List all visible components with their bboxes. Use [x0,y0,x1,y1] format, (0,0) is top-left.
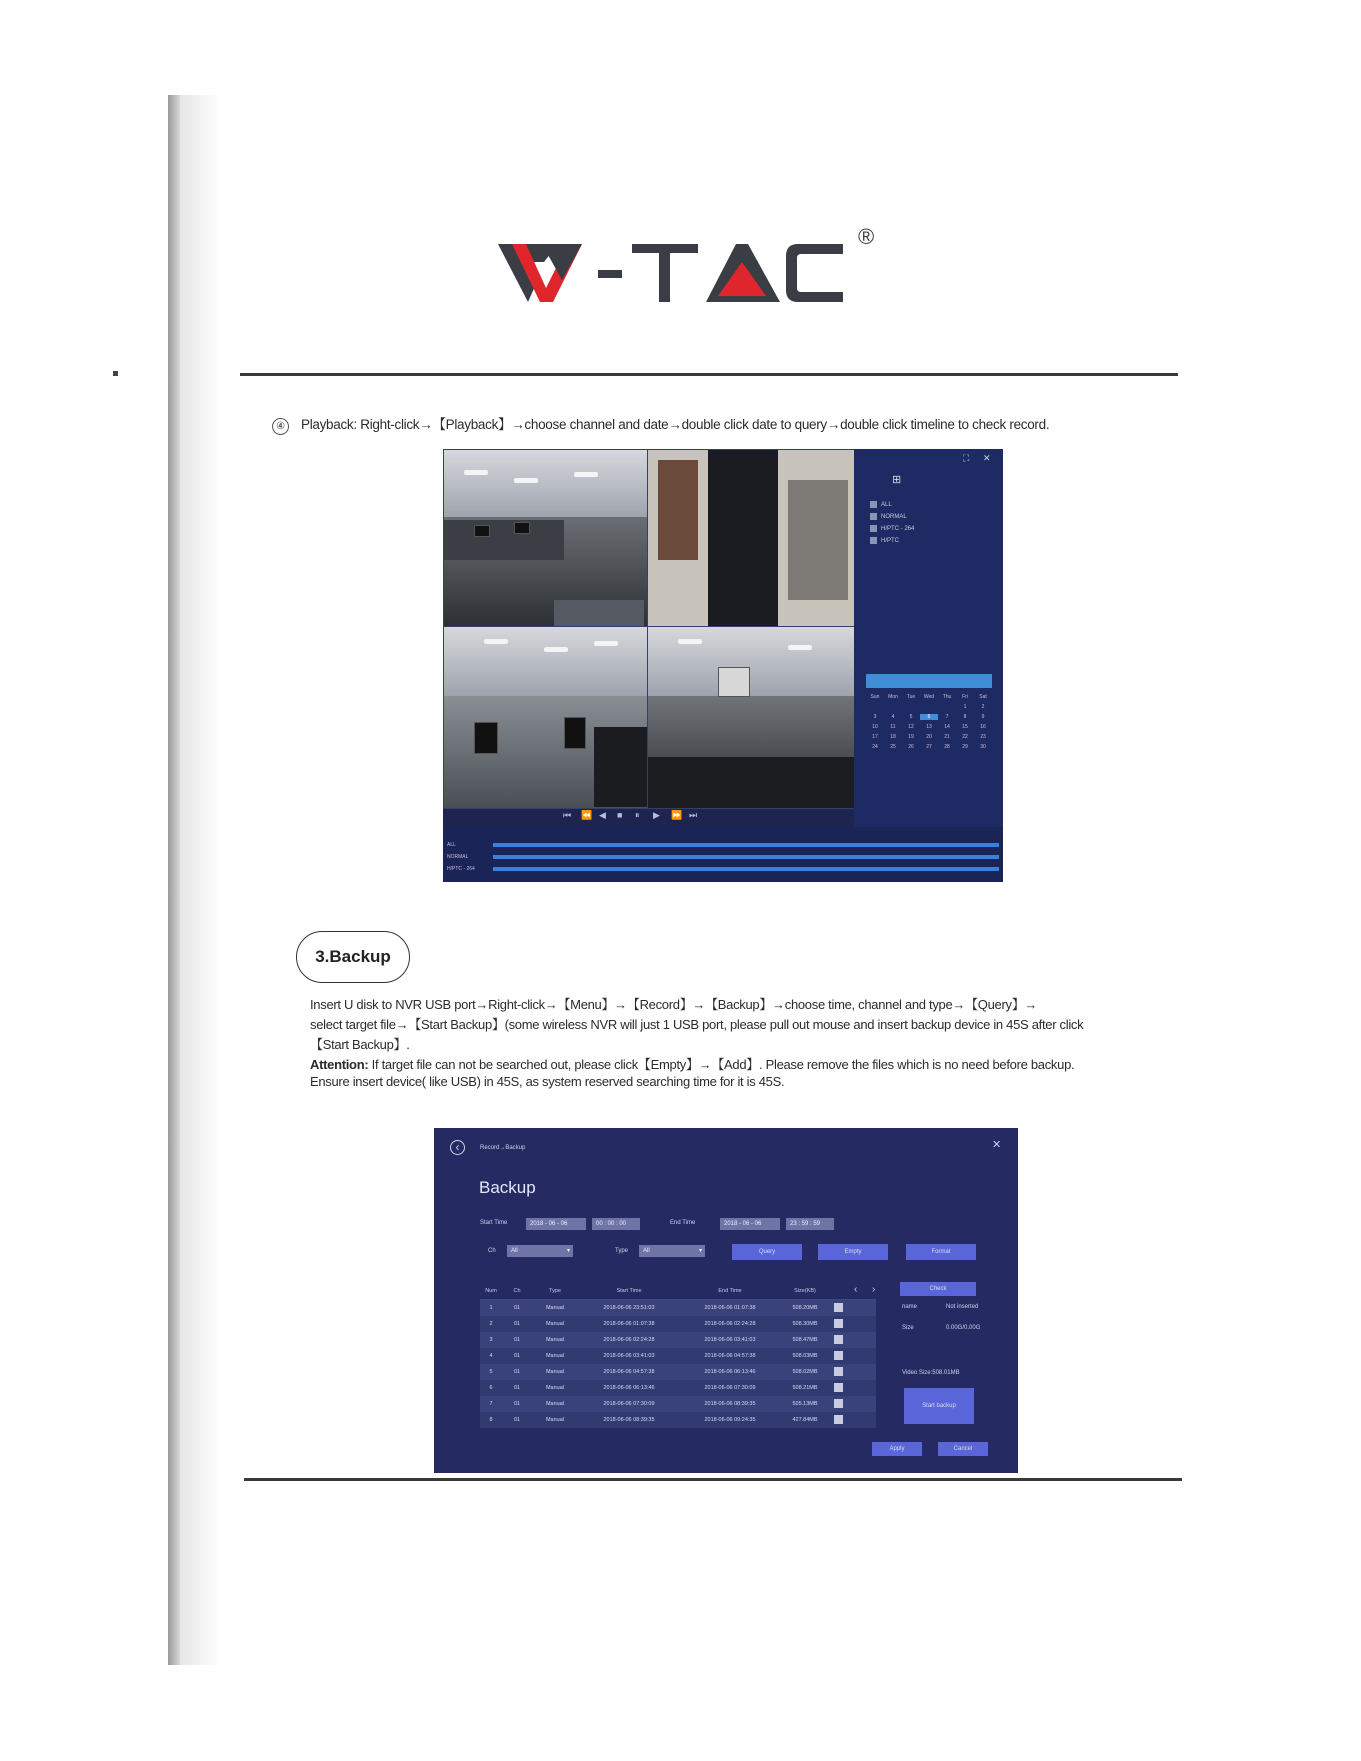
table-row[interactable] [480,1412,876,1428]
table-cell: Manual [545,1385,565,1391]
calendar-day [920,704,938,710]
format-button[interactable]: Format [906,1244,976,1260]
prev-page-icon[interactable]: ‹ [854,1284,858,1295]
table-cell: 2018-06-06 04:57:38 [704,1353,756,1359]
backup-line-3: 【Start Backup】. [310,1037,410,1052]
page-binding-shadow [180,95,220,1665]
calendar-day[interactable]: 16 [980,724,986,730]
row-checkbox[interactable] [830,1351,846,1362]
calendar[interactable] [866,674,992,764]
backup-line-2: select target file→【Start Backup】(some wireless NVR will just 1 USB port, please pull out mouse and insert backup device in 45S after click [310,1017,1084,1032]
table-cell: 7 [489,1401,493,1407]
calendar-day[interactable]: 18 [890,734,896,740]
step-forward-icon[interactable]: ⏩ [671,810,683,820]
calendar-header[interactable] [866,674,992,688]
row-checkbox[interactable] [830,1319,846,1330]
svg-text:®: ® [858,224,875,249]
end-clock-field[interactable]: 23 : 59 : 59 [786,1218,834,1230]
calendar-day[interactable]: 2 [981,704,985,710]
table-cell: 2018-06-06 08:39:35 [704,1401,756,1407]
page-title: Backup [479,1178,536,1197]
table-cell: 505.13MB [792,1401,818,1407]
calendar-day[interactable]: 29 [962,744,968,750]
table-cell: 6 [489,1385,493,1391]
table-cell: Manual [545,1337,565,1343]
table-cell: 2018-06-06 02:24:28 [704,1321,756,1327]
calendar-day[interactable]: 21 [944,734,950,740]
start-date-field[interactable]: 2018 - 06 - 06 [526,1218,586,1230]
table-cell: Manual [545,1401,565,1407]
table-cell: 5 [489,1369,493,1375]
calendar-day[interactable]: 5 [909,714,913,720]
v-tac-logo [498,222,918,312]
calendar-day [884,704,902,710]
legend-item[interactable]: H/PTC - 264 [870,525,914,532]
playback-side-panel [854,449,1003,844]
device-size-label: Size [902,1325,914,1331]
table-row[interactable] [480,1364,876,1380]
timeline-row-label: H/PTC - 264 [447,866,475,872]
calendar-day [866,704,884,710]
table-cell: 2018-06-06 07:30:09 [704,1385,756,1391]
backup-file-table [480,1283,876,1428]
table-cell: 2018-06-06 09:24:35 [704,1417,756,1423]
scan-mark [113,371,118,376]
back-icon[interactable]: ‹ [450,1140,465,1155]
table-cell: 2018-06-06 02:24:28 [603,1337,655,1343]
pause-icon[interactable]: ⏸ [635,810,640,820]
table-cell: 01 [513,1321,521,1327]
table-row[interactable] [480,1380,876,1396]
table-cell: 4 [489,1353,493,1359]
calendar-day[interactable]: 28 [944,744,950,750]
calendar-weekday: Mon [888,694,898,700]
table-cell: Manual [545,1369,565,1375]
calendar-day[interactable]: 14 [944,724,950,730]
calendar-day[interactable]: 6 [920,714,938,720]
calendar-weekday: Fri [962,694,968,700]
table-header: Num Ch Type Start Time End Time Size(KB) [480,1283,876,1300]
table-cell: 508.21MB [792,1385,818,1391]
calendar-day[interactable]: 17 [872,734,878,740]
device-name-value: Not inserted [946,1304,979,1310]
calendar-weekday: Wed [923,694,935,700]
calendar-day[interactable]: 12 [908,724,914,730]
table-cell: 508.20MB [792,1305,818,1311]
record-timeline[interactable] [443,827,1003,882]
calendar-day[interactable]: 27 [926,744,932,750]
table-cell: 01 [513,1337,521,1343]
header-rule [240,373,1178,376]
legend-item[interactable]: H/PTC [870,537,899,544]
cancel-button[interactable]: Cancel [938,1442,988,1456]
table-cell: 508.47MB [792,1337,818,1343]
calendar-day [902,704,920,710]
video-size: Video Size:508.01MB [902,1370,960,1376]
calendar-day [938,704,956,710]
table-cell: Manual [545,1305,565,1311]
table-row[interactable] [480,1396,876,1412]
row-checkbox[interactable] [830,1383,846,1394]
type-select[interactable]: All ▾ [639,1245,705,1257]
calendar-day[interactable]: 4 [891,714,895,720]
end-date-field[interactable]: 2018 - 06 - 06 [720,1218,780,1230]
calendar-day[interactable]: 9 [981,714,985,720]
table-row[interactable] [480,1316,876,1332]
calendar-day[interactable]: 20 [926,734,932,740]
table-cell: 2018-06-06 01:07:38 [704,1305,756,1311]
calendar-day[interactable]: 15 [962,724,968,730]
table-cell: 01 [513,1385,521,1391]
calendar-day[interactable]: 19 [908,734,914,740]
calendar-grid [866,694,992,750]
playback-screenshot [443,449,1003,882]
chevron-down-icon: ▾ [698,1248,702,1254]
first-frame-icon[interactable]: ⏮ [563,810,572,820]
legend-item[interactable]: NORMAL [870,513,907,520]
table-cell: 2018-06-06 06:13:46 [704,1369,756,1375]
calendar-day[interactable]: 25 [890,744,896,750]
calendar-day[interactable]: 22 [962,734,968,740]
last-frame-icon[interactable]: ⏭ [689,810,698,820]
end-time-label: End Time [670,1220,696,1226]
row-checkbox[interactable] [830,1399,846,1410]
camera-view-2[interactable] [647,449,855,628]
table-cell: 2018-06-06 03:41:03 [603,1353,655,1359]
table-cell: 01 [513,1369,521,1375]
start-clock-field[interactable]: 00 : 00 : 00 [592,1218,640,1230]
table-cell: 3 [489,1337,493,1343]
reverse-play-icon[interactable]: ◀ [599,810,606,820]
calendar-day[interactable]: 30 [980,744,986,750]
page-binding-edge [168,95,180,1665]
rewind-icon[interactable]: ⏪ [581,810,593,820]
play-icon[interactable]: ▶ [653,810,660,820]
table-cell: 8 [489,1417,493,1423]
ch-label: Ch [488,1248,496,1254]
table-cell: 2018-06-06 04:57:38 [603,1369,655,1375]
ensure-line: Ensure insert device( like USB) in 45S, as system reserved searching time for it is 45S. [310,1074,785,1089]
calendar-day[interactable]: 10 [872,724,878,730]
table-cell: 508.03MB [792,1353,818,1359]
table-cell: 2018-06-06 07:30:09 [603,1401,655,1407]
start-backup-button[interactable]: Start backup [904,1388,974,1424]
table-cell: 508.02MB [792,1369,818,1375]
table-row[interactable] [480,1332,876,1348]
table-cell: 2018-06-06 03:41:03 [704,1337,756,1343]
calendar-day[interactable]: 13 [926,724,932,730]
footer-rule [244,1478,1182,1481]
calendar-day[interactable]: 1 [963,704,967,710]
start-time-label: Start Time [480,1220,508,1226]
close-button[interactable]: ✕ [992,1139,1002,1151]
calendar-weekday: Sun [870,694,880,700]
table-cell: 1 [489,1305,493,1311]
stop-icon[interactable]: ■ [617,810,623,820]
table-cell: 01 [513,1305,521,1311]
calendar-day[interactable]: 3 [873,714,877,720]
camera-view-1[interactable] [443,449,649,628]
timeline-bar[interactable] [493,855,999,859]
table-body [480,1300,876,1428]
chevron-down-icon: ▾ [566,1248,570,1254]
apply-button[interactable]: Apply [872,1442,922,1456]
device-name-label: name [902,1304,918,1310]
backup-line-1: Insert U disk to NVR USB port→Right-click→【Menu】→【Record】→【Backup】→choose time, channel and type→【Query】→ [310,997,1038,1012]
breadcrumb: Record→Backup [480,1145,526,1151]
row-checkbox[interactable] [830,1303,846,1314]
close-icon[interactable]: ✕ [983,453,991,463]
table-cell: 2018-06-06 08:39:35 [603,1417,655,1423]
timeline-row-label: ALL [447,842,456,848]
timeline-bar[interactable] [493,867,999,871]
calendar-day[interactable]: 11 [890,724,896,730]
table-cell: 427.84MB [792,1417,818,1423]
backup-screenshot [434,1128,1018,1473]
attention-line: Attention: If target file can not be searched out, please click【Empty】→【Add】. Please remove the files which is no need before backup. [310,1057,1075,1072]
calendar-weekday: Sat [979,694,987,700]
table-cell: 2 [489,1321,493,1327]
table-row[interactable] [480,1300,876,1316]
table-cell: 508.30MB [792,1321,818,1327]
next-page-icon[interactable]: › [872,1284,876,1295]
device-size-value: 0.00G/0.00G [946,1325,981,1331]
ch-select[interactable]: All ▾ [507,1245,573,1257]
fullscreen-icon[interactable]: ⛶ [963,453,970,463]
split-layout-icon[interactable]: ⊞ [892,474,902,486]
table-cell: 2018-06-06 01:07:38 [603,1321,655,1327]
row-checkbox[interactable] [830,1335,846,1346]
timeline-row-label: NORMAL [447,854,469,860]
table-cell: 01 [513,1417,521,1423]
row-checkbox[interactable] [830,1367,846,1378]
query-button[interactable]: Query [732,1244,802,1260]
type-label: Type [615,1248,629,1254]
legend-item[interactable]: ALL [870,501,892,508]
camera-view-4[interactable] [647,626,855,809]
calendar-weekday: Thu [942,694,952,700]
table-row[interactable] [480,1348,876,1364]
table-cell: Manual [545,1417,565,1423]
calendar-day[interactable]: 7 [945,714,949,720]
table-cell: 2018-06-06 23:51:03 [603,1305,655,1311]
attention-label: Attention: [310,1057,369,1072]
calendar-weekday: Tue [906,694,916,700]
table-cell: Manual [545,1321,565,1327]
playback-controls [443,807,854,827]
backup-section-badge: 3.Backup [296,931,410,983]
row-checkbox[interactable] [830,1415,846,1426]
check-button[interactable]: Check [900,1282,976,1296]
timeline-bar[interactable] [493,843,999,847]
table-cell: 2018-06-06 06:13:46 [603,1385,655,1391]
table-cell: 01 [513,1353,521,1359]
empty-button[interactable]: Empty [818,1244,888,1260]
step-number: ④ [272,418,289,435]
table-cell: 01 [513,1401,521,1407]
calendar-day[interactable]: 23 [980,734,986,740]
calendar-day[interactable]: 26 [908,744,914,750]
camera-view-3[interactable] [443,626,649,809]
calendar-day[interactable]: 24 [872,744,878,750]
playback-instruction: ④ Playback: Right-click→【Playback】→choose channel and date→double click date to query→double click timeline to check record. [272,413,1049,435]
table-cell: Manual [545,1353,565,1359]
calendar-day[interactable]: 8 [963,714,967,720]
